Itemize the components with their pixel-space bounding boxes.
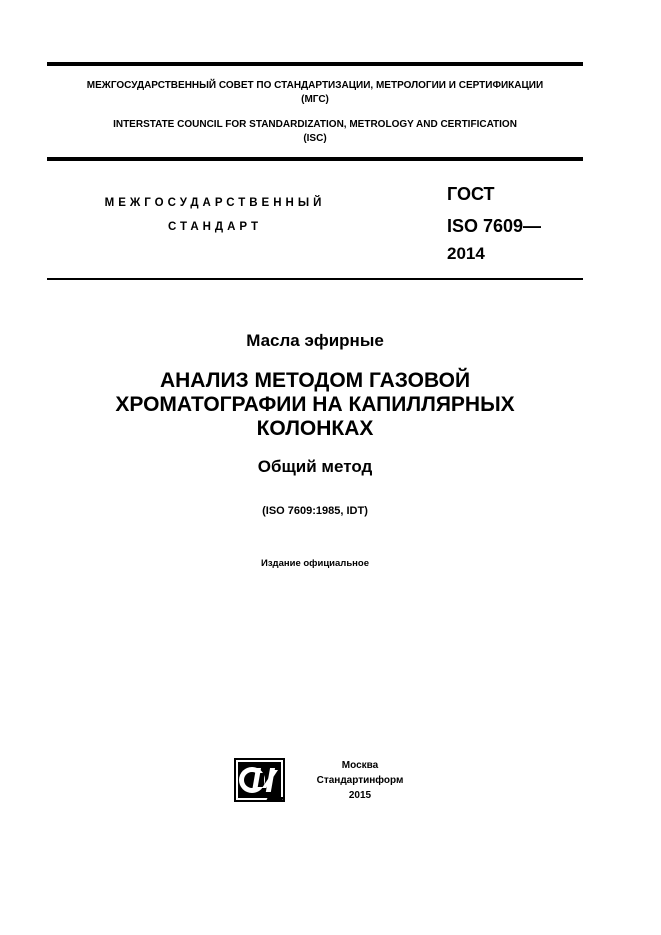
imprint [290, 758, 430, 803]
standard-kind-line2: СТАНДАРТ [168, 221, 262, 233]
imprint-city: Москва [341, 760, 379, 771]
council-name-en-line: INTERSTATE COUNCIL FOR STANDARDIZATION, METROLOGY AND CERTIFICATION [113, 119, 517, 130]
council-abbrev-en: (ISC) [303, 133, 327, 144]
council-name-ru-line: МЕЖГОСУДАРСТВЕННЫЙ СОВЕТ ПО СТАНДАРТИЗАЦИИ, МЕТРОЛОГИИ И СЕРТИФИКАЦИИ [86, 80, 544, 91]
document-subject: Масла эфирные [246, 331, 384, 350]
header-bottom-rule [47, 278, 583, 280]
imprint-publisher: Стандартинформ [316, 775, 404, 786]
edition-note: Издание официальное [261, 558, 369, 569]
middle-rule [47, 157, 583, 161]
designation-year: 2014 [447, 244, 485, 263]
standartinform-logo-icon [234, 757, 287, 804]
document-title-line1: АНАЛИЗ МЕТОДОМ ГАЗОВОЙ [159, 369, 471, 392]
council-name-en [47, 118, 583, 146]
council-name-ru [47, 79, 583, 107]
document-method: Общий метод [257, 457, 373, 476]
document-title-line2: ХРОМАТОГРАФИИ НА КАПИЛЛЯРНЫХ [115, 393, 515, 416]
iso-reference: (ISO 7609:1985, IDT) [262, 505, 368, 517]
standard-kind-line1: МЕЖГОСУДАРСТВЕННЫЙ [104, 197, 326, 209]
designation-gost: ГОСТ [447, 184, 495, 204]
designation-number: ISO 7609— [447, 216, 542, 236]
document-title-line3: КОЛОНКАХ [256, 417, 374, 440]
imprint-year: 2015 [348, 790, 372, 801]
document-title [80, 369, 550, 441]
council-abbrev-ru: (МГС) [301, 94, 329, 105]
top-rule [47, 62, 583, 66]
